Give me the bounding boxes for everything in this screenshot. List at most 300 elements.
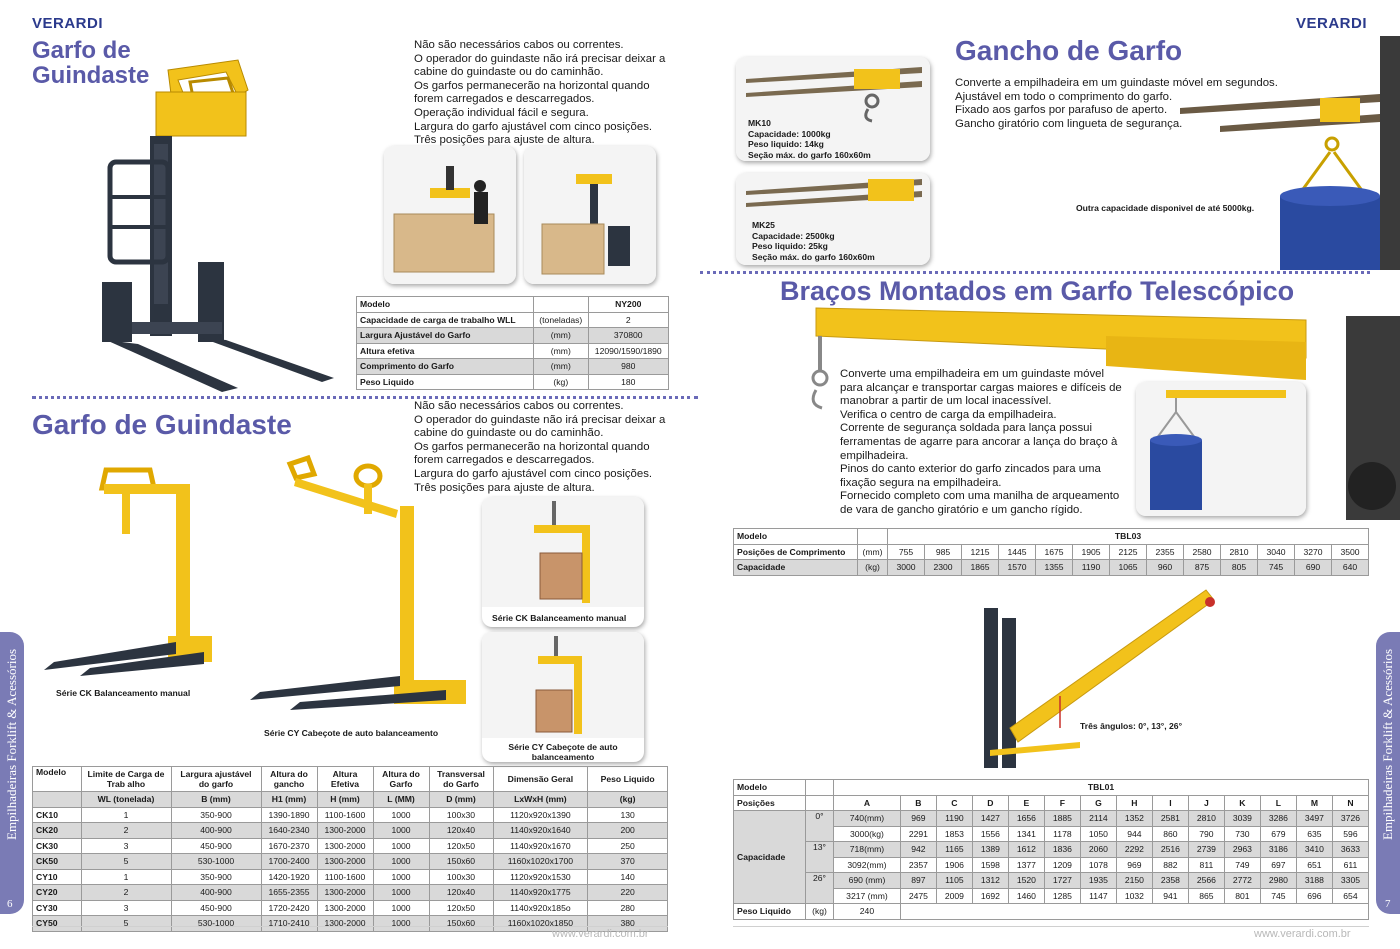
table-cell: H (mm) [317, 792, 373, 808]
table-row [33, 869, 668, 885]
table-cell: Posições [734, 795, 806, 811]
table-cell: 942 [900, 842, 936, 858]
table-tbl01-body [734, 811, 1369, 904]
table-cell: 730 [1224, 826, 1260, 842]
table-cell: 640 [1332, 560, 1369, 576]
table-cell: 2963 [1224, 842, 1260, 858]
table-cell: 980 [588, 359, 668, 375]
table-cell: 1 [81, 807, 171, 823]
table-cell: 1355 [1036, 560, 1073, 576]
table-cell: 2150 [1116, 873, 1152, 889]
section1-line: cabine do guindaste ou do caminhão. [414, 66, 604, 79]
table-cell: 3217 (mm) [834, 888, 901, 904]
footer-url-left: www.verardi.com.br [552, 928, 649, 940]
table-cell: LxWxH (mm) [493, 792, 588, 808]
caption-ck-left: Série CK Balanceamento manual [56, 688, 191, 698]
table-cell: 2300 [925, 560, 962, 576]
table-cell: 2 [588, 312, 668, 328]
table-cell: 1656 [1008, 811, 1044, 827]
section1-line: O operador do guindaste não irá precisar deixar a [414, 52, 666, 65]
table-cell: 350-900 [171, 869, 261, 885]
table-cell: 635 [1296, 826, 1332, 842]
table-header-cell: Modelo [357, 297, 534, 313]
table-cell: 450-900 [171, 838, 261, 854]
caption-cy-mid: Série CY Cabeçote de auto balanceamento [264, 728, 439, 738]
table-cell: Posições de Comprimento [734, 544, 858, 560]
table-cell: 400-900 [171, 823, 261, 839]
table-cell: 2581 [1152, 811, 1188, 827]
table-cell: K [1224, 795, 1260, 811]
table-cell: 897 [900, 873, 936, 889]
table-cell: 1160x1020x1700 [493, 854, 588, 870]
table-header-cell [534, 297, 588, 313]
table-cell: 1906 [936, 857, 972, 873]
table-cell: 280 [588, 900, 668, 916]
table-cell: 1000 [373, 838, 429, 854]
table-cell: 2009 [936, 888, 972, 904]
side-tab-left-label: Empilhadeiras Forklift & Acessórios [4, 648, 19, 840]
table-cell: 1445 [999, 544, 1036, 560]
table-cell: 1640-2340 [261, 823, 317, 839]
footer-rule-right [733, 926, 1369, 927]
table-cell: 1720-2420 [261, 900, 317, 916]
table-cell: L [1260, 795, 1296, 811]
table-cell: 1140x920x1775 [493, 885, 588, 901]
table-cell: 1140x920x185o [493, 900, 588, 916]
table-cell: 2810 [1221, 544, 1258, 560]
table-cell: J [1188, 795, 1224, 811]
table-cell: 1935 [1080, 873, 1116, 889]
table-cell: 2810 [1188, 811, 1224, 827]
table-cell: 1692 [972, 888, 1008, 904]
table-cell: 1390-1890 [261, 807, 317, 823]
table-cell: 1598 [972, 857, 1008, 873]
table-cell: 240 [834, 904, 901, 920]
table-cell: 1836 [1044, 842, 1080, 858]
table-cell: 350-900 [171, 807, 261, 823]
mk10-line: Seção máx. do garfo 160x60m [748, 149, 871, 160]
table-cell: 1120x920x1390 [493, 807, 588, 823]
table-cell: 1078 [1080, 857, 1116, 873]
table-cell: 654 [1332, 888, 1368, 904]
table-cell: 3497 [1296, 811, 1332, 827]
table-cell: 745 [1260, 888, 1296, 904]
photo-ny200-operator [384, 146, 516, 284]
table-row [734, 842, 1369, 858]
table-cell: 1300-2000 [317, 838, 373, 854]
photo-ny200-load [524, 146, 656, 284]
table-cell: 1427 [972, 811, 1008, 827]
table-cell: 2580 [1184, 544, 1221, 560]
table-cell: 651 [1296, 857, 1332, 873]
brand-right: VERARDI [1296, 15, 1368, 32]
section1-title-line1: Garfo de [32, 37, 131, 64]
table-header-cell: Dimensão Geral [493, 767, 588, 792]
table-cell: 1905 [1073, 544, 1110, 560]
table-cell: 3633 [1332, 842, 1368, 858]
table-cell: CK20 [33, 823, 82, 839]
table-header-cell: Transversal do Garfo [429, 767, 493, 792]
table-cell: 1209 [1044, 857, 1080, 873]
table-cell: 100x30 [429, 807, 493, 823]
table-cell [900, 904, 1368, 920]
section1-line: Largura do garfo ajustável com cinco posições. [414, 120, 653, 133]
table-ck-cy [32, 766, 668, 932]
table-cell: 3410 [1296, 842, 1332, 858]
table-cell: 1312 [972, 873, 1008, 889]
section1-line: Três posições para ajuste de altura. [414, 134, 595, 147]
table-cell: 1050 [1080, 826, 1116, 842]
photo-ck-balance [482, 497, 644, 627]
table-cell: 1140x920x1670 [493, 838, 588, 854]
table-header-cell: Altura do Garfo [373, 767, 429, 792]
table-cell: TBL03 [888, 529, 1369, 545]
page-number-right: 7 [1385, 898, 1391, 910]
table-cell: (kg) [588, 792, 668, 808]
table-cell: 1389 [972, 842, 1008, 858]
section1-line: Não são necessários cabos ou correntes. [414, 39, 624, 51]
table-cell: CK30 [33, 838, 82, 854]
table-cell: F [1044, 795, 1080, 811]
table-cell: 2980 [1260, 873, 1296, 889]
table-cell: 690 [1295, 560, 1332, 576]
table-cell: (kg) [806, 904, 834, 920]
table-cell: 1520 [1008, 873, 1044, 889]
table-cell: D (mm) [429, 792, 493, 808]
table-cell: 1460 [1008, 888, 1044, 904]
table-ck-cy-body [33, 807, 668, 931]
table-header-cell: NY200 [588, 297, 668, 313]
table-cell: B [900, 795, 936, 811]
caption-cy-photo-line1: Série CY Cabeçote de auto [508, 742, 618, 752]
section4-line: Converte uma empilhadeira em um guindaste móvel [840, 368, 1105, 380]
table-cell: 1700-2400 [261, 854, 317, 870]
table-cell: I [1152, 795, 1188, 811]
table-cell: 969 [1116, 857, 1152, 873]
table-cell: (mm) [858, 544, 888, 560]
table-cell: 805 [1221, 560, 1258, 576]
table-cell: CK10 [33, 807, 82, 823]
table-cell: CY30 [33, 900, 82, 916]
table-cell: 2 [81, 885, 171, 901]
table-cell: 3 [81, 838, 171, 854]
table-cell: 13° [806, 842, 834, 873]
angles-note: Três ângulos: 0°, 13°, 26° [1080, 721, 1183, 731]
table-row [33, 900, 668, 916]
table-cell: 2357 [900, 857, 936, 873]
table-cell: 12090/1590/1890 [588, 343, 668, 359]
table-cell: WL (tonelada) [81, 792, 171, 808]
table-cell: (mm) [534, 328, 588, 344]
table-cell: 882 [1152, 857, 1188, 873]
table-cell: 2114 [1080, 811, 1116, 827]
table-row [33, 838, 668, 854]
table-cell: 1100-1600 [317, 807, 373, 823]
table-cell: 1065 [1110, 560, 1147, 576]
table-cell: 865 [1188, 888, 1224, 904]
table-cell: 3092(mm) [834, 857, 901, 873]
fork-hook-drum-image [1180, 36, 1400, 270]
table-cell: 875 [1184, 560, 1221, 576]
table-cell: CY10 [33, 869, 82, 885]
table-cell: Capacidade [734, 811, 806, 904]
table-cell: 2358 [1152, 873, 1188, 889]
photo-cy-balance [482, 632, 644, 762]
table-row [33, 792, 668, 808]
crane-fork-ck-image [44, 466, 214, 680]
table-cell [858, 529, 888, 545]
table-cell [806, 780, 834, 796]
table-cell: (toneladas) [534, 312, 588, 328]
table-row [734, 780, 1369, 796]
table-cell: B (mm) [171, 792, 261, 808]
section4-title: Braços Montados em Garfo Telescópico [780, 276, 1295, 306]
section1-title-line2: Guindaste [32, 62, 150, 90]
table-cell: (kg) [534, 374, 588, 390]
table-cell: 120x50 [429, 838, 493, 854]
table-row [33, 767, 668, 792]
table-cell: 150x60 [429, 916, 493, 932]
table-row [357, 374, 669, 390]
table-cell: N [1332, 795, 1368, 811]
table-cell: (kg) [858, 560, 888, 576]
table-cell: 1556 [972, 826, 1008, 842]
table-cell: 3186 [1260, 842, 1296, 858]
table-cell: 120x50 [429, 900, 493, 916]
table-cell: 150x60 [429, 854, 493, 870]
table-cell: 3000(kg) [834, 826, 901, 842]
table-cell: 1147 [1080, 888, 1116, 904]
divider-right [700, 271, 1370, 274]
table-cell: (mm) [534, 343, 588, 359]
section4-line: Verifica o centro de carga da empilhadeira. [840, 408, 1057, 421]
table-row [357, 297, 669, 313]
table-cell: 1000 [373, 823, 429, 839]
table-cell: 26° [806, 873, 834, 904]
table-row [734, 529, 1369, 545]
table-cell: 1140x920x1640 [493, 823, 588, 839]
table-cell: Comprimento do Garfo [357, 359, 534, 375]
table-cell: 1853 [936, 826, 972, 842]
table-cell: M [1296, 795, 1332, 811]
table-cell: 2 [81, 823, 171, 839]
table-cell: 400-900 [171, 885, 261, 901]
section2-title: Garfo de Guindaste [32, 409, 292, 440]
table-cell: 679 [1260, 826, 1296, 842]
table-header-cell: Modelo [33, 767, 82, 792]
table-cell: 1000 [373, 869, 429, 885]
table-row [357, 312, 669, 328]
table-cell: 3726 [1332, 811, 1368, 827]
table-cell: 1727 [1044, 873, 1080, 889]
table-cell: 3270 [1295, 544, 1332, 560]
table-cell: 960 [1147, 560, 1184, 576]
table-cell: H1 (mm) [261, 792, 317, 808]
table-row [33, 807, 668, 823]
table-cell: H [1116, 795, 1152, 811]
section4-line: manobrar a partir de um local inacessível. [840, 395, 1052, 408]
table-cell: 2291 [900, 826, 936, 842]
table-cell: CK50 [33, 854, 82, 870]
photo-mk25 [736, 173, 930, 265]
table-cell: 2292 [1116, 842, 1152, 858]
table-cell: 1105 [936, 873, 972, 889]
table-cell: 3188 [1296, 873, 1332, 889]
table-cell: 718(mm) [834, 842, 901, 858]
side-tab-left [0, 632, 24, 914]
table-tbl01 [733, 779, 1369, 920]
footer-rule-left [32, 926, 668, 927]
table-cell: 1710-2410 [261, 916, 317, 932]
table-row [734, 560, 1369, 576]
table-row [734, 544, 1369, 560]
table-cell: 2060 [1080, 842, 1116, 858]
table-cell: E [1008, 795, 1044, 811]
table-row [734, 795, 1369, 811]
section2-line: Três posições para ajuste de altura. [414, 481, 595, 494]
table-tbl03 [733, 528, 1369, 576]
table-cell: 100x30 [429, 869, 493, 885]
table-cell: 370 [588, 854, 668, 870]
table-cell: 1165 [936, 842, 972, 858]
photo-mk10 [736, 57, 930, 161]
table-cell: 985 [925, 544, 962, 560]
table-cell: 1178 [1044, 826, 1080, 842]
table-cell: Peso Liquido [357, 374, 534, 390]
mk25-spec [752, 220, 875, 262]
side-tab-right [1376, 632, 1400, 914]
table-cell: 740(mm) [834, 811, 901, 827]
table-cell: 1215 [962, 544, 999, 560]
table-cell: 1000 [373, 807, 429, 823]
table-header-cell: Altura do gancho [261, 767, 317, 792]
section4-line: para alcançar e transportar cargas maiores e difíceis de [840, 381, 1122, 394]
table-cell: 220 [588, 885, 668, 901]
table-ny200 [356, 296, 669, 390]
forklift-boom-angles-image [980, 578, 1230, 772]
table-row [33, 823, 668, 839]
table-cell: 1612 [1008, 842, 1044, 858]
table-row [357, 359, 669, 375]
table-cell: C [936, 795, 972, 811]
mk25-line: MK25 [752, 220, 775, 230]
table-cell: Capacidade [734, 560, 858, 576]
section1-line: Os garfos permanecerão na horizontal quando [414, 79, 650, 92]
table-cell: 1000 [373, 916, 429, 932]
table-cell [806, 795, 834, 811]
table-cell: 3500 [1332, 544, 1369, 560]
caption-ck-photo: Série CK Balanceamento manual [492, 613, 627, 623]
table-header-cell: Peso Liquido [588, 767, 668, 792]
mk25-line: Seção máx. do garfo 160x60m [752, 251, 875, 262]
section4-line: empilhadeira. [840, 449, 909, 462]
table-cell: 696 [1296, 888, 1332, 904]
table-row [357, 343, 669, 359]
mk10-line: Capacidade: 1000kg [748, 128, 831, 139]
section2-line: forem carregados e descarregados. [414, 454, 595, 467]
table-cell: 530-1000 [171, 854, 261, 870]
table-cell: 140 [588, 869, 668, 885]
brand-left: VERARDI [32, 15, 104, 32]
section2-line: Largura do garfo ajustável com cinco posições. [414, 467, 653, 480]
table-cell: 811 [1188, 857, 1224, 873]
table-cell: 2516 [1152, 842, 1188, 858]
table-cell: A [834, 795, 901, 811]
table-cell: D [972, 795, 1008, 811]
table-cell: 180 [588, 374, 668, 390]
table-cell: 1032 [1116, 888, 1152, 904]
table-cell: 1300-2000 [317, 885, 373, 901]
divider-left [32, 396, 698, 399]
mk25-line: Capacidade: 2500kg [752, 230, 835, 241]
table-cell: 749 [1224, 857, 1260, 873]
table-cell: 697 [1260, 857, 1296, 873]
table-cell: 450-900 [171, 900, 261, 916]
table-row [33, 854, 668, 870]
section4-line: fixação segura na empilhadeira. [840, 476, 1002, 489]
mk10-line: Peso liquido: 14kg [748, 139, 824, 149]
side-tab-right-label: Empilhadeiras Forklift & Acessórios [1380, 648, 1395, 840]
table-cell: 944 [1116, 826, 1152, 842]
table-cell: L (MM) [373, 792, 429, 808]
footer-url-right: www.verardi.com.br [1254, 928, 1351, 940]
table-cell: Capacidade de carga de trabalho WLL [357, 312, 534, 328]
table-cell: 755 [888, 544, 925, 560]
table-cell: 0° [806, 811, 834, 842]
table-cell: 120x40 [429, 823, 493, 839]
table-cell: 130 [588, 807, 668, 823]
mk25-line: Peso liquido: 25kg [752, 241, 828, 251]
table-cell: 2566 [1188, 873, 1224, 889]
table-row [357, 328, 669, 344]
table-cell: 969 [900, 811, 936, 827]
table-cell: 2355 [1147, 544, 1184, 560]
table-cell: 1865 [962, 560, 999, 576]
mk10-line: MK10 [748, 118, 771, 128]
table-cell: 530-1000 [171, 916, 261, 932]
table-row [33, 885, 668, 901]
table-cell: 370800 [588, 328, 668, 344]
table-cell: 5 [81, 854, 171, 870]
table-cell: 3305 [1332, 873, 1368, 889]
table-cell: 941 [1152, 888, 1188, 904]
table-cell: TBL01 [834, 780, 1369, 796]
table-cell: 250 [588, 838, 668, 854]
section1-line: forem carregados e descarregados. [414, 93, 595, 106]
section2-line: cabine do guindaste ou do caminhão. [414, 427, 604, 440]
table-cell: 120x40 [429, 885, 493, 901]
section3-line: Gancho giratório com lingueta de segurança. [955, 117, 1183, 130]
section4-line: ferramentas de agarre para ancorar a lança do braço à [840, 435, 1118, 448]
crane-fork-cy-image [250, 454, 472, 712]
table-row [734, 873, 1369, 889]
table-cell: 611 [1332, 857, 1368, 873]
table-cell: 380 [588, 916, 668, 932]
table-cell: 1120x920x1530 [493, 869, 588, 885]
section1-description [414, 39, 694, 148]
table-header-cell: Altura Efetiva [317, 767, 373, 792]
table-cell: 3 [81, 900, 171, 916]
table-cell: 1300-2000 [317, 900, 373, 916]
table-cell: 596 [1332, 826, 1368, 842]
table-cell: 1352 [1116, 811, 1152, 827]
table-cell: 1300-2000 [317, 916, 373, 932]
table-cell: Peso Liquido [734, 904, 806, 920]
table-cell: 1000 [373, 854, 429, 870]
table-row [734, 811, 1369, 827]
section3-title: Gancho de Garfo [955, 35, 1183, 66]
table-cell: 801 [1224, 888, 1260, 904]
